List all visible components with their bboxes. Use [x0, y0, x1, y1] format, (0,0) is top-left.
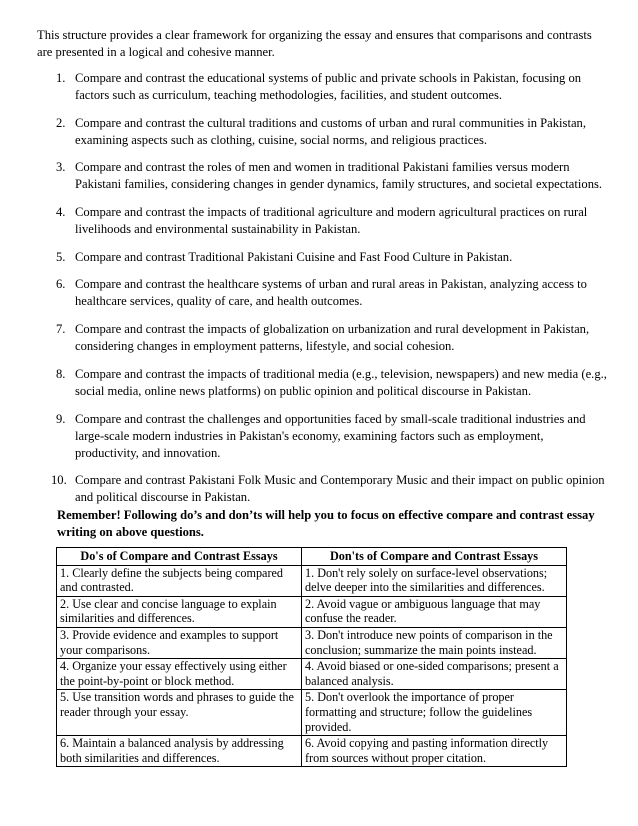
- donts-cell: 1. Don't rely solely on surface-level observations; delve deeper into the similarities and differences.: [302, 565, 567, 596]
- item-number: 5.: [56, 249, 66, 264]
- list-item: [37, 70, 607, 104]
- item-number: 7.: [56, 322, 66, 337]
- list-item: [37, 366, 607, 400]
- list-item: [37, 204, 607, 238]
- question-list: [37, 70, 607, 517]
- donts-cell: 5. Don't overlook the importance of proper formatting and structure; follow the guidelines provided.: [302, 690, 567, 736]
- table-header-row: [57, 548, 567, 566]
- item-number: 8.: [56, 366, 66, 381]
- item-number: 9.: [56, 411, 66, 426]
- table-row: [57, 690, 567, 736]
- donts-cell: 2. Avoid vague or ambiguous language that may confuse the reader.: [302, 596, 567, 627]
- item-text: Compare and contrast the cultural traditions and customs of urban and rural communities in Pakistan, examining aspects such as clothing, cuisine, social norms, and religious practices.: [75, 115, 586, 147]
- dos-cell: 3. Provide evidence and examples to support your comparisons.: [57, 627, 302, 658]
- dos-cell: 6. Maintain a balanced analysis by addressing both similarities and differences.: [57, 736, 302, 767]
- donts-cell: 4. Avoid biased or one-sided comparisons; present a balanced analysis.: [302, 659, 567, 690]
- table-row: [57, 596, 567, 627]
- item-text: Compare and contrast Traditional Pakistani Cuisine and Fast Food Culture in Pakistan.: [75, 249, 513, 264]
- item-number: 6.: [56, 277, 66, 292]
- dos-donts-table: [56, 547, 567, 767]
- list-item: [37, 249, 607, 266]
- list-item: [37, 321, 607, 355]
- intro-paragraph: This structure provides a clear framework for organizing the essay and ensures that comparisons and contrasts are presented in a logical and cohesive manner.: [37, 28, 592, 59]
- donts-cell: 3. Don't introduce new points of comparison in the conclusion; summarize the main points instead.: [302, 627, 567, 658]
- item-text: Compare and contrast the healthcare systems of urban and rural areas in Pakistan, analyzing access to healthcare services, quality of care, and health outcomes.: [75, 277, 587, 309]
- item-number: 1.: [56, 71, 66, 85]
- item-number: 2.: [56, 115, 66, 130]
- dos-cell: 2. Use clear and concise language to explain similarities and differences.: [57, 596, 302, 627]
- dos-cell: 4. Organize your essay effectively using either the point-by-point or block method.: [57, 659, 302, 690]
- table-row: [57, 659, 567, 690]
- item-text: Compare and contrast Pakistani Folk Music and Contemporary Music and their impact on public opinion and political discourse in Pakistan.: [75, 473, 605, 505]
- list-item: [37, 159, 607, 193]
- item-text: Compare and contrast the challenges and opportunities faced by small-scale traditional industries and large-scale modern industries in Pakistan's economy, examining factors such as employment, productivity, and innovation.: [75, 411, 586, 460]
- table-row: [57, 565, 567, 596]
- item-text: Compare and contrast the educational systems of public and private schools in Pakistan, focusing on factors such as curriculum, teaching methodologies, facilities, and student outcomes.: [75, 71, 582, 102]
- item-text: Compare and contrast the impacts of globalization on urbanization and rural development in Pakistan, considering changes in employment patterns, lifestyle, and social cohesion.: [75, 322, 590, 354]
- dos-cell: 5. Use transition words and phrases to guide the reader through your essay.: [57, 690, 302, 736]
- list-item: [37, 115, 607, 149]
- item-text: Compare and contrast the impacts of traditional media (e.g., television, newspapers) and new media (e.g., social media, online news platforms) on public opinion and political discourse in Pakistan.: [75, 366, 607, 398]
- donts-cell: 6. Avoid copying and pasting information directly from sources without proper citation.: [302, 736, 567, 767]
- item-number: 10.: [51, 473, 67, 488]
- donts-column-header: Don'ts of Compare and Contrast Essays: [302, 548, 567, 566]
- list-item: [37, 276, 607, 310]
- table-row: [57, 736, 567, 767]
- dos-column-header: Do's of Compare and Contrast Essays: [57, 548, 302, 566]
- list-item: [37, 411, 607, 462]
- table-row: [57, 627, 567, 658]
- item-text: Compare and contrast the impacts of traditional agriculture and modern agricultural practices on rural livelihoods and environmental sustainability in Pakistan.: [75, 205, 588, 237]
- item-number: 4.: [56, 205, 66, 220]
- remember-note: Remember! Following do’s and don’ts will help you to focus on effective compare and contrast essay writing on above questions.: [57, 508, 595, 539]
- item-text: Compare and contrast the roles of men and women in traditional Pakistani families versus modern Pakistani families, considering changes in gender dynamics, family structures, and societal expectations.: [75, 160, 603, 192]
- dos-cell: 1. Clearly define the subjects being compared and contrasted.: [57, 565, 302, 596]
- item-number: 3.: [56, 160, 66, 175]
- list-item: [37, 472, 607, 506]
